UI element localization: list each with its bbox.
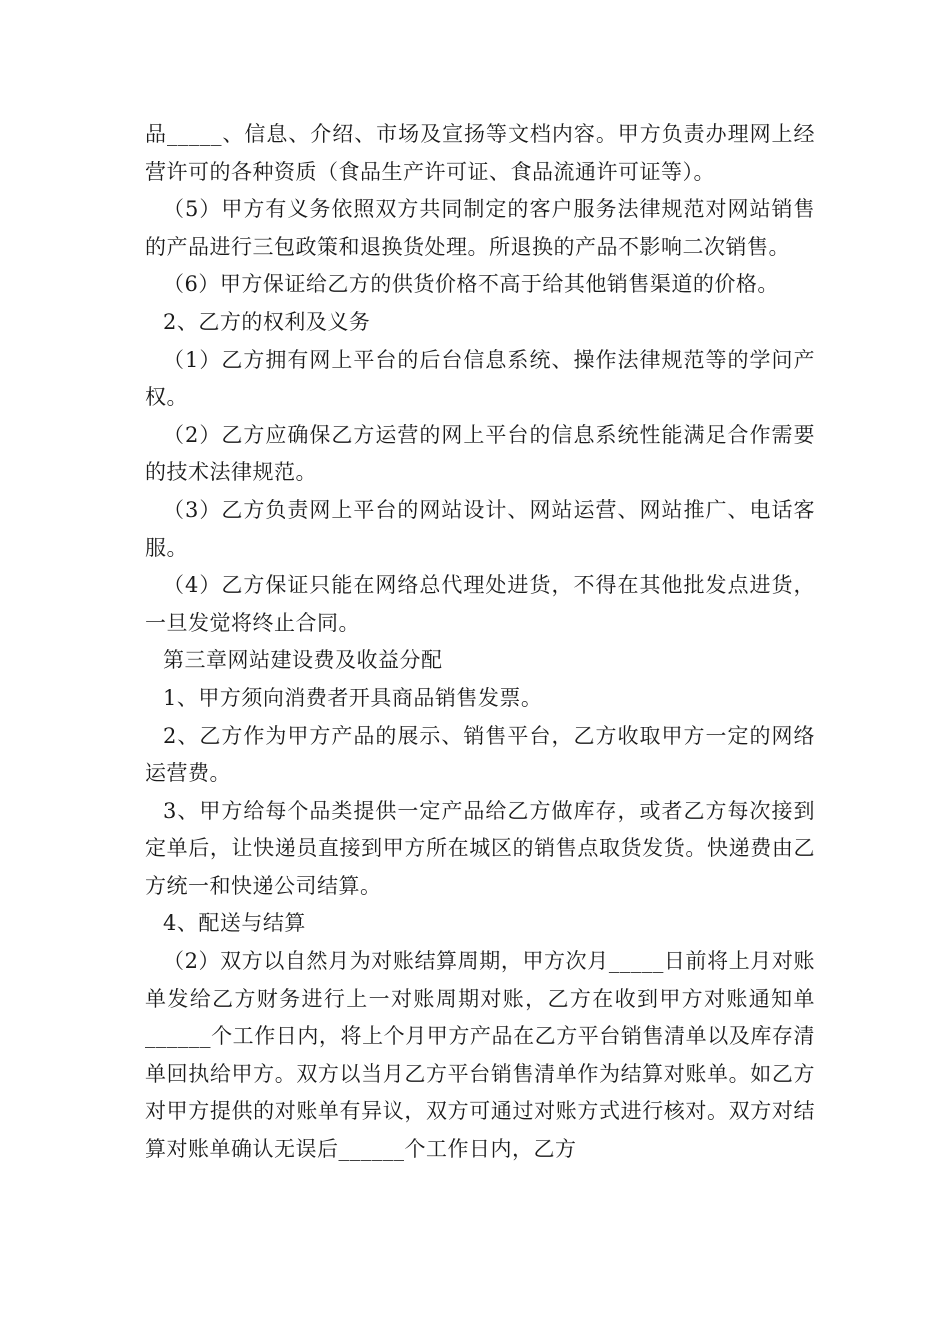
section-heading-party-b-rights: 2、乙方的权利及义务 bbox=[163, 309, 371, 334]
chapter-heading-3: 第三章网站建设费及收益分配 bbox=[163, 648, 443, 673]
paragraph-3: （6）甲方保证给乙方的供货价格不高于给其他销售渠道的价格。 bbox=[163, 272, 779, 297]
paragraph-7: （3）乙方负责网上平台的网站设计、网站运营、网站推广、电话客服。 bbox=[145, 497, 815, 560]
paragraph-8: （4）乙方保证只能在网络总代理处进货，不得在其他批发点进货，一旦发觉将终止合同。 bbox=[145, 573, 815, 635]
document-body bbox=[145, 116, 815, 1169]
paragraph-5: （1）乙方拥有网上平台的后台信息系统、操作法律规范等的学问产权。 bbox=[145, 347, 815, 410]
paragraph-2: （5）甲方有义务依照双方共同制定的客户服务法律规范对网站销售的产品进行三包政策和退换货处理。所退换的产品不影响二次销售。 bbox=[145, 197, 815, 259]
paragraph-11: 2、乙方作为甲方产品的展示、销售平台，乙方收取甲方一定的网络运营费。 bbox=[145, 723, 815, 786]
paragraph-10: 1、甲方须向消费者开具商品销售发票。 bbox=[163, 685, 543, 710]
paragraph-14: （2）双方以自然月为对账结算周期，甲方次月_____日前将上月对账单发给乙方财务进行上一对账周期对账，乙方在收到甲方对账通知单______个工作日内，将上个月甲方产品在乙方平台销售清单以及库存清单回执给甲方。双方以当月乙方平台销售清单作为结算对账单。如乙方对甲方提供的对账单有异议，双方可通过对账方式进行核对。双方对结算对账单确认无误后______个工作日内，乙方 bbox=[145, 949, 815, 1162]
paragraph-6: （2）乙方应确保乙方运营的网上平台的信息系统性能满足合作需要的技术法律规范。 bbox=[145, 422, 815, 485]
section-heading-delivery: 4、配送与结算 bbox=[163, 911, 306, 936]
paragraph-12: 3、甲方给每个品类提供一定产品给乙方做库存，或者乙方每次接到定单后，让快递员直接到甲方所在城区的销售点取货发货。快递费由乙方统一和快递公司结算。 bbox=[145, 798, 815, 898]
paragraph-1: 品_____、信息、介绍、市场及宣扬等文档内容。甲方负责办理网上经营许可的各种资质（食品生产许可证、食品流通许可证等）。 bbox=[145, 122, 815, 184]
